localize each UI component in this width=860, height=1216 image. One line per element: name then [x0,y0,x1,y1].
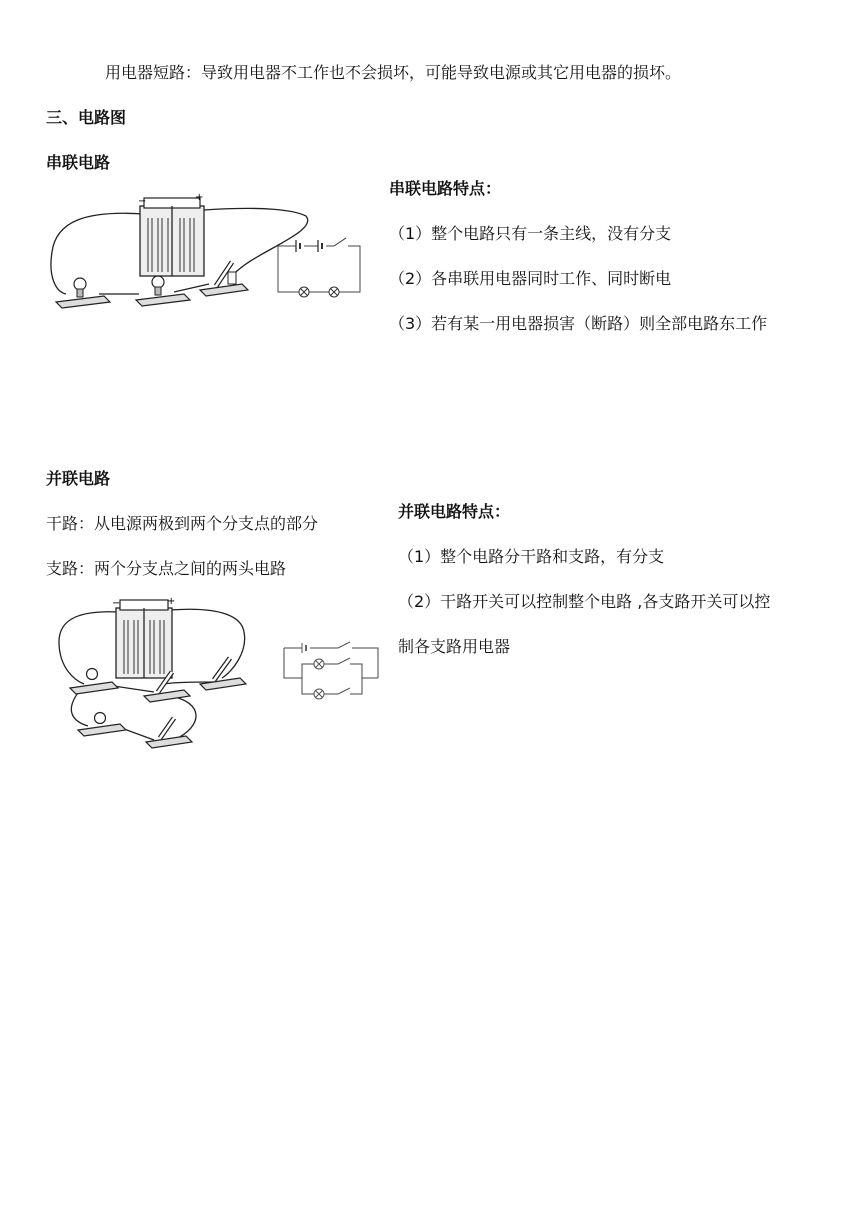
parallel-circuit-illustration [54,596,274,756]
parallel-schematic [278,638,382,708]
series-schematic [274,234,366,300]
svg-text:+: + [195,192,204,203]
parallel-features-title: 并联电路特点： [398,502,511,521]
svg-text:−: − [112,598,121,609]
trunk-definition: 干路：从电源两极到两个分支点的部分 [46,514,319,533]
svg-text:+: + [167,596,176,607]
series-heading: 串联电路 [46,153,111,172]
svg-text:−: − [138,196,147,207]
series-feature-2: （2）各串联用电器同时工作、同时断电 [389,269,672,288]
series-feature-1: （1）整个电路只有一条主线，没有分支 [389,224,672,243]
series-feature-3: （3）若有某一用电器损害（断路）则全部电路东工作 [389,314,768,333]
series-feature-3-clip [389,314,809,333]
branch-definition: 支路：两个分支点之间的两头电路 [46,559,287,578]
parallel-feature-1: （1）整个电路分干路和支路，有分支 [398,547,665,566]
parallel-feature-2-cont: 制各支路用电器 [398,637,511,656]
short-circuit-note: 用电器短路：导致用电器不工作也不会损坏，可能导致电源或其它用电器的损坏。 [105,63,682,82]
parallel-feature-2: （2）干路开关可以控制整个电路 ,各支路开关可以控 [398,592,771,611]
series-features-title: 串联电路特点： [389,179,502,198]
section-title: 三、电路图 [46,108,127,127]
parallel-heading: 并联电路 [46,469,111,488]
